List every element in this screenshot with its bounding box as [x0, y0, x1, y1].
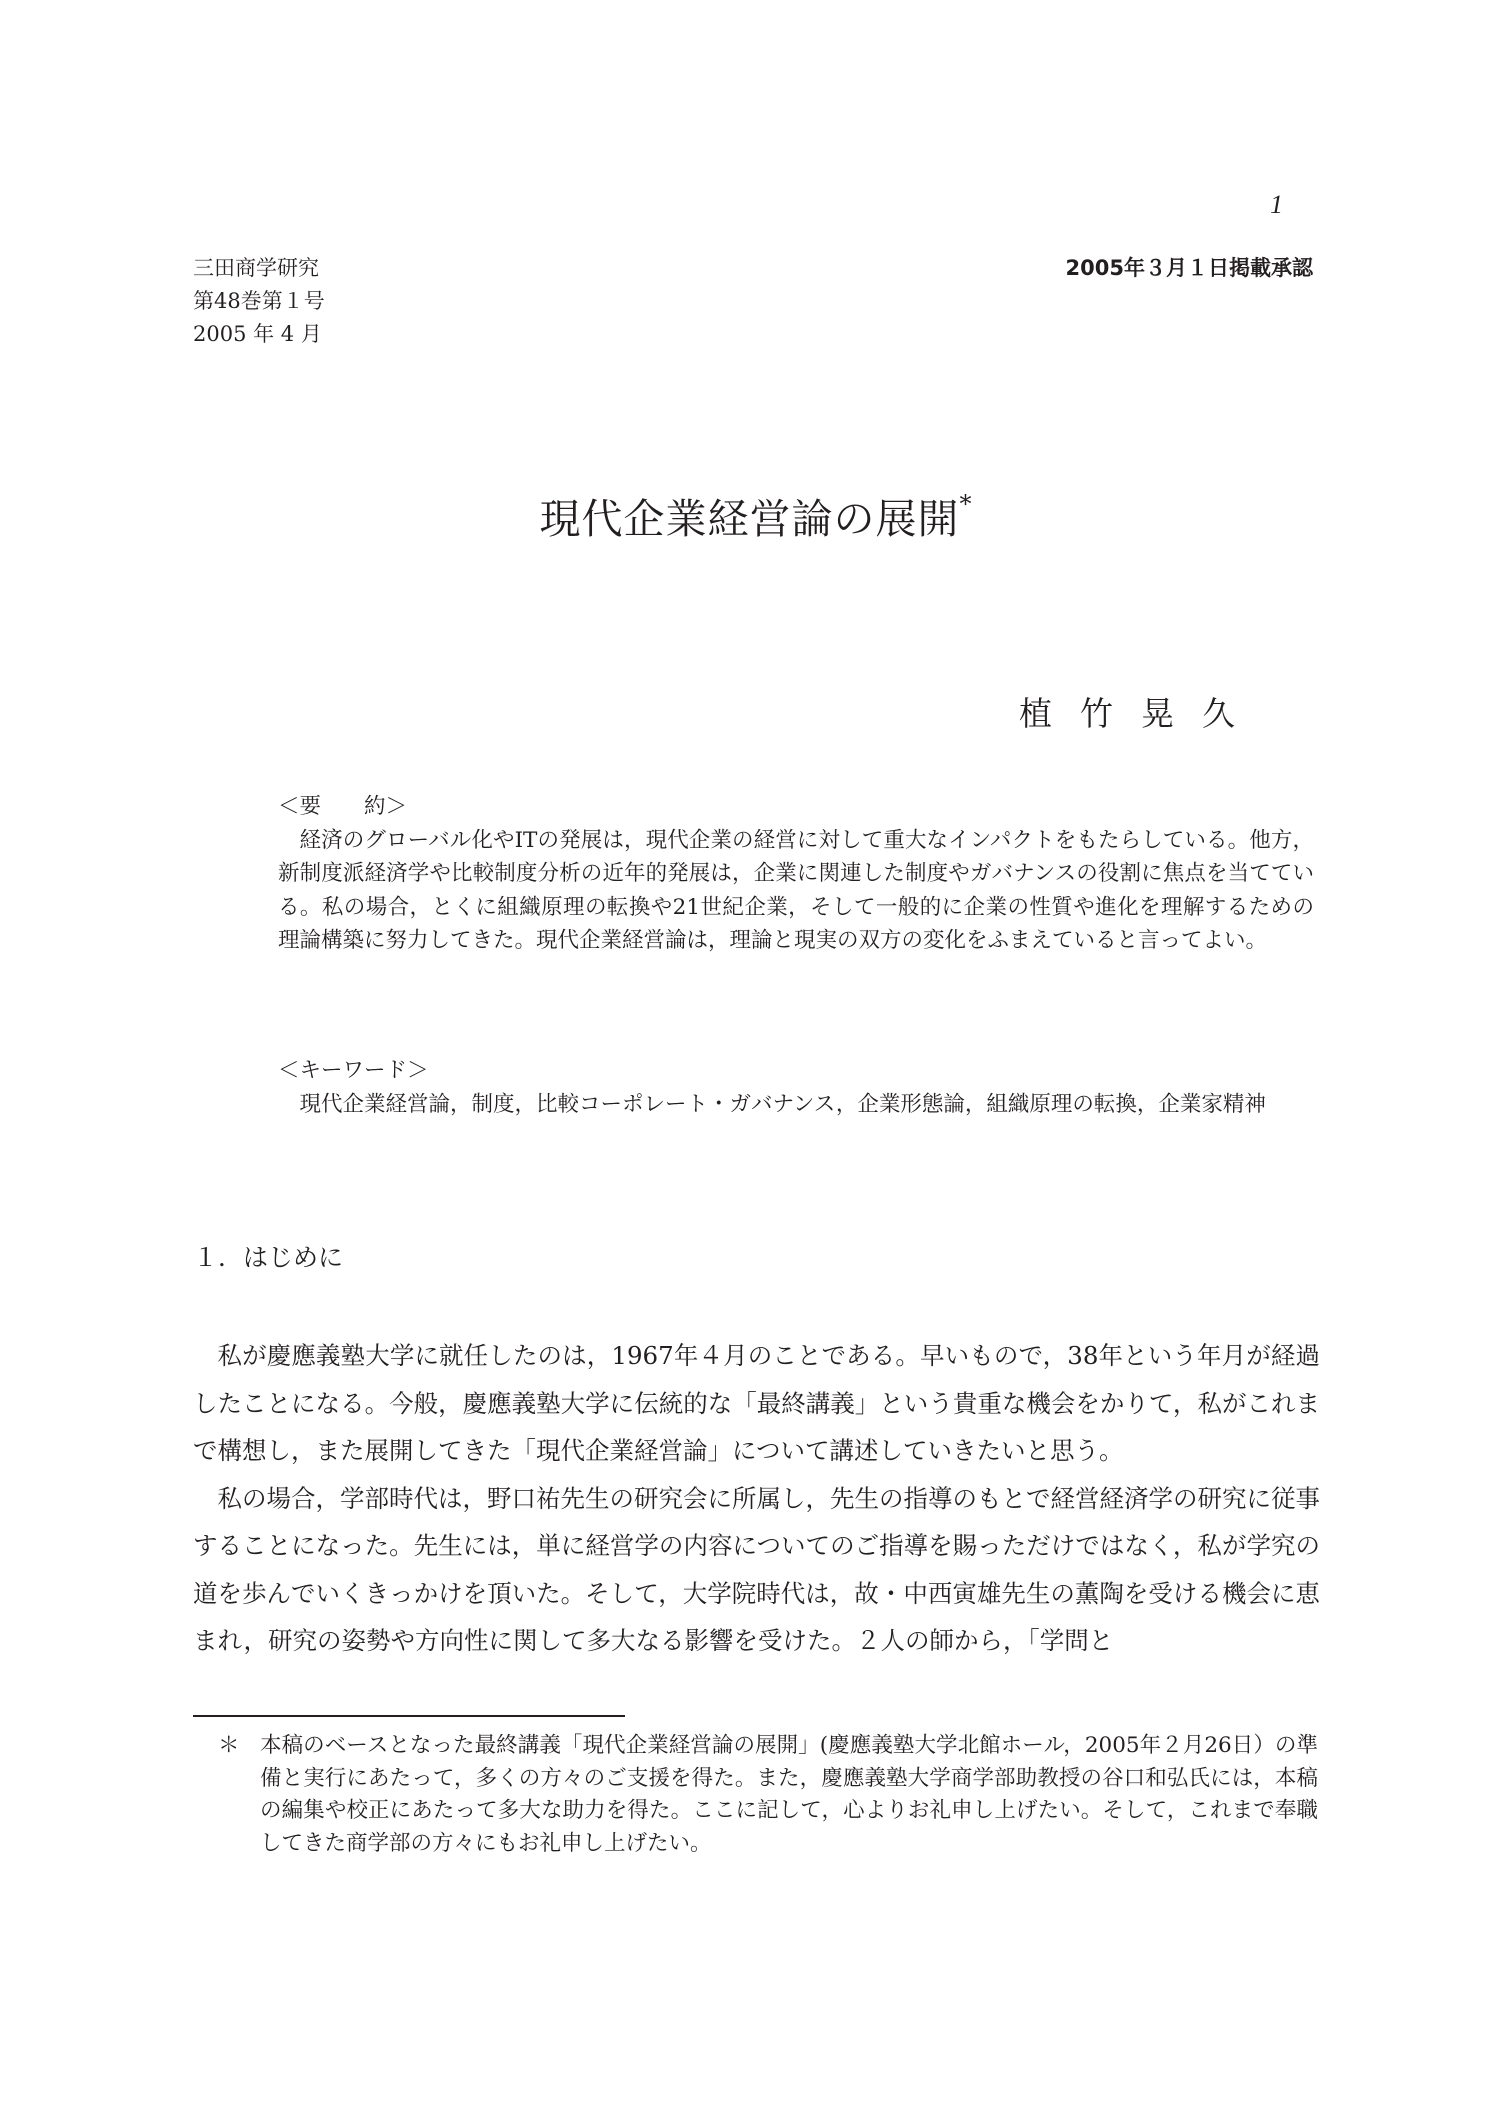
footnote-divider: [193, 1715, 625, 1717]
journal-name: 三田商学研究: [193, 256, 319, 280]
author-name: 植竹晃久: [1019, 694, 1263, 733]
page-number: 1: [1270, 190, 1283, 219]
title-footnote-mark: *: [959, 490, 973, 519]
journal-date: 2005 年 4 月: [193, 322, 322, 346]
article-title: 現代企業経営論の展開: [539, 495, 960, 543]
abstract: [278, 790, 1314, 958]
section-heading: １．はじめに: [193, 1243, 344, 1272]
footnote-body: 本稿のベースとなった最終講義「現代企業経営論の展開」(慶應義塾大学北館ホール，2005年２月26日）の準備と実行にあたって，多くの方々のご支援を得た。また，慶應義塾大学商学部助教授の谷口和弘氏には，本稿の編集や校正にあたって多大な助力を得た。ここに記して，心よりお礼申し上げたい。そして，これまで奉職してきた商学部の方々にもお礼申し上げたい。: [260, 1733, 1318, 1856]
keywords-body: 現代企業経営論，制度，比較コーポレート・ガバナンス，企業形態論，組織原理の転換，企業家精神: [299, 1091, 1266, 1117]
footnote-mark: ＊: [218, 1733, 240, 1758]
abstract-label: ＜要 約＞: [278, 794, 408, 819]
main-text: [193, 1332, 1320, 1665]
approval-date: 2005年３月１日掲載承認: [1065, 256, 1313, 280]
keywords-label: ＜キーワード＞: [278, 1058, 429, 1083]
paragraph: 私が慶應義塾大学に就任したのは，1967年４月のことである。早いもので，38年という年月が経過したことになる。今般，慶應義塾大学に伝統的な「最終講義」という貴重な機会をかりて，私がこれまで構想し，また展開してきた「現代企業経営論」について講述していきたいと思う。: [193, 1341, 1320, 1465]
journal-volume: 第48巻第１号: [193, 289, 325, 313]
footnote: [218, 1730, 1318, 1860]
keywords: [278, 1054, 1314, 1121]
journal-info: [193, 252, 325, 351]
article-title-block: [0, 486, 1512, 545]
paragraph: 私の場合，学部時代は，野口祐先生の研究会に所属し，先生の指導のもとで経営経済学の研究に従事することになった。先生には，単に経営学の内容についてのご指導を賜っただけではなく，私が学究の道を歩んでいくきっかけを頂いた。そして，大学院時代は，故・中西寅雄先生の薫陶を受ける機会に恵まれ，研究の姿勢や方向性に関して多大なる影響を受けた。２人の師から，「学問と: [193, 1483, 1320, 1655]
abstract-body: 経済のグローバル化やITの発展は，現代企業の経営に対して重大なインパクトをもたらしている。他方，新制度派経済学や比較制度分析の近年的発展は，企業に関連した制度やガバナンスの役割に焦点を当てている。私の場合，とくに組織原理の転換や21世紀企業，そして一般的に企業の性質や進化を理解するための理論構築に努力してきた。現代企業経営論は，理論と現実の双方の変化をふまえていると言ってよい。: [278, 827, 1314, 953]
